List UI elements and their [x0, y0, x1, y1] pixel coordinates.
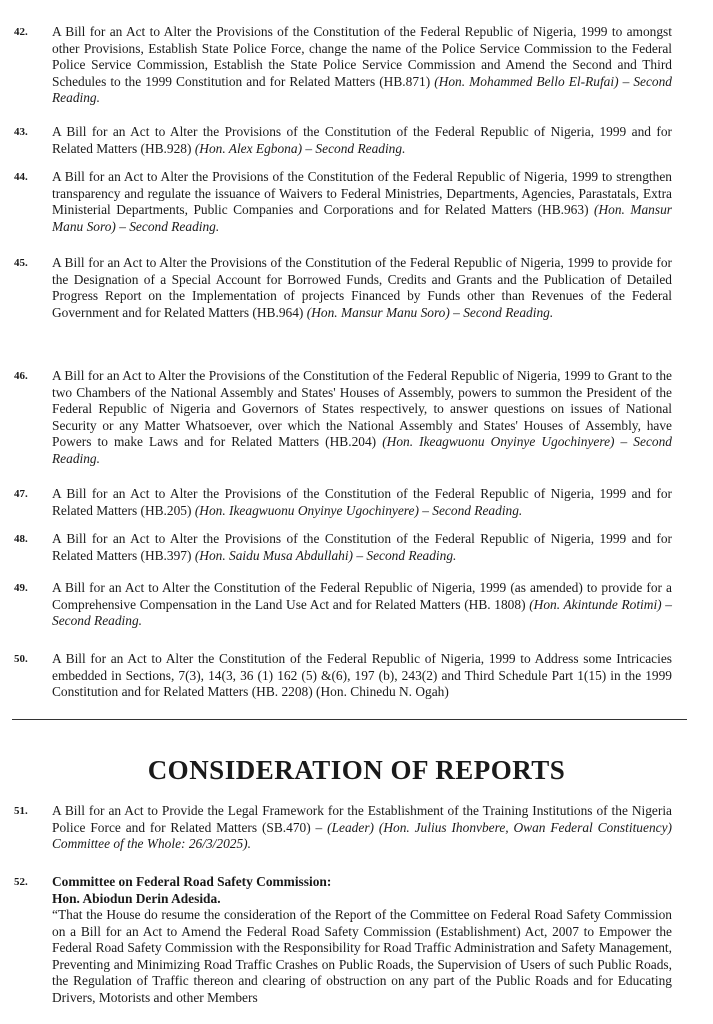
- item-number: 48.: [14, 533, 28, 545]
- bill-sponsor: (Hon. Saidu Musa Abdullahi) – Second Reading.: [194, 547, 457, 563]
- bill-sponsor: (Hon. Ikeagwuonu Onyinye Ugochinyere) – Second Reading.: [52, 434, 672, 466]
- bill-title: A Bill for an Act to Alter the Constitution of the Federal Republic of Nigeria, 1999 to Address some Intricacies embedded in Sections, 7(3), 14(3, 36 (1) 162 (5) &(6), 197 (b), 243(2) and Third Schedule Part 1(15) in the 1999 Constitution and for Related Matters (HB. 2208) (Hon. Chinedu N. Ogah): [52, 651, 672, 699]
- item-text: [52, 874, 672, 1006]
- motion-text: “That the House do resume the consideration of the Report of the Committee on Federal Road Safety Commission on a Bill for an Act to Amend the Federal Road Safety Commission (Establishment) Act, 2007 to Empower the Federal Road Safety Commission with the Responsibility for Road Traffic Administration and Safety Management, Preventing and Minimizing Road Traffic Crashes on Public Roads, the Supervision of Users of such Public Roads, the Regulation of Traffic thereon and clearing of obstruction on any part of the Public Roads and for Educating Drivers, Motorists and other Members: [52, 907, 672, 1005]
- list-item: [14, 169, 674, 235]
- item-number: 49.: [14, 582, 28, 594]
- bill-sponsor: (Leader) (Hon. Julius Ihonvbere, Owan Federal Constituency) Committee of the Whole: 26/3/2025).: [52, 819, 672, 851]
- item-number: 42.: [14, 26, 28, 38]
- bill-sponsor: (Hon. Mohammed Bello El-Rufai) – Second Reading.: [52, 73, 672, 105]
- list-item: [14, 580, 674, 630]
- bill-title: A Bill for an Act to Alter the Provisions of the Constitution of the Federal Republic of Nigeria, 1999 to provide for the Designation of a Special Account for Borrowed Funds, Credits and Grants and the Publication of Detailed Progress Report on the Implementation of projects Financed by Funds other than Revenues of the Federal Government and for Related Matters (HB.964): [52, 255, 672, 320]
- bill-title: A Bill for an Act to Alter the Constitution of the Federal Republic of Nigeria, 1999 (as amended) to provide for a Comprehensive Compensation in the Land Use Act and for Related Matters (HB. 1808): [52, 580, 672, 612]
- list-item: [14, 255, 674, 321]
- item-text: [52, 580, 672, 630]
- list-item: [14, 124, 674, 157]
- list-item: [14, 24, 674, 107]
- list-item: [14, 874, 674, 1006]
- bill-title: A Bill for an Act to Alter the Provisions of the Constitution of the Federal Republic of Nigeria, 1999 and for Related Matters (HB.397): [52, 531, 672, 563]
- item-text: [52, 803, 672, 853]
- item-number: 50.: [14, 653, 28, 665]
- list-item: [14, 368, 674, 467]
- item-number: 44.: [14, 171, 28, 183]
- item-text: [52, 486, 672, 519]
- bill-title: A Bill for an Act to Alter the Provisions of the Constitution of the Federal Republic of Nigeria, 1999 to amongst other Provisions, Establish State Police Force, change the name of the Police Service Commission to the Federal Police Service Commission, Establish the State Police Service Commission and Amend the Second and Third Schedules to the 1999 Constitution and for Related Matters (HB.871): [52, 24, 672, 89]
- item-number: 46.: [14, 370, 28, 382]
- list-item: [14, 486, 674, 519]
- bill-sponsor: (Hon. Ikeagwuonu Onyinye Ugochinyere) – Second Reading.: [194, 502, 523, 518]
- item-number: 45.: [14, 257, 28, 269]
- list-item: [14, 803, 674, 853]
- list-item: [14, 651, 674, 701]
- bill-sponsor: (Hon. Akintunde Rotimi) – Second Reading.: [52, 596, 672, 628]
- list-item: [14, 531, 674, 564]
- committee-chair: Hon. Abiodun Derin Adesida.: [52, 890, 221, 906]
- item-text: [52, 255, 672, 321]
- bill-title: A Bill for an Act to Alter the Provisions of the Constitution of the Federal Republic of Nigeria, 1999 and for Related Matters (HB.928): [52, 124, 672, 156]
- item-text: [52, 368, 672, 467]
- item-text: [52, 24, 672, 107]
- bill-title: A Bill for an Act to Provide the Legal Framework for the Establishment of the Training Institutions of the Nigeria Police Force and for Related Matters (SB.470) –: [52, 803, 672, 835]
- bill-title: A Bill for an Act to Alter the Provisions of the Constitution of the Federal Republic of Nigeria, 1999 to Grant to the two Chambers of the National Assembly and States' Houses of Assembly, powers to summon the President of the Federal Republic of Nigeria and Governors of States respectively, to answer questions on issues of National Security or any Matter Whatsoever, over which the National Assembly and States' Houses of Assembly, have Powers to make Laws and for Related Matters (HB.204): [52, 368, 672, 449]
- bill-sponsor: (Hon. Alex Egbona) – Second Reading.: [194, 140, 406, 156]
- committee-name: Committee on Federal Road Safety Commission:: [52, 874, 332, 889]
- section-heading: CONSIDERATION OF REPORTS: [147, 755, 566, 785]
- bill-sponsor: (Hon. Mansur Manu Soro) – Second Reading.: [306, 304, 554, 320]
- item-text: [52, 124, 672, 157]
- bill-title: A Bill for an Act to Alter the Provisions of the Constitution of the Federal Republic of Nigeria, 1999 and for Related Matters (HB.205): [52, 486, 672, 518]
- bill-sponsor: (Hon. Mansur Manu Soro) – Second Reading.: [52, 202, 672, 234]
- item-text: [52, 651, 672, 701]
- item-text: [52, 169, 672, 235]
- item-text: [52, 531, 672, 564]
- item-number: 47.: [14, 488, 28, 500]
- item-number: 51.: [14, 805, 28, 817]
- section-divider: [12, 719, 687, 720]
- item-number: 43.: [14, 126, 28, 138]
- bill-title: A Bill for an Act to Alter the Provisions of the Constitution of the Federal Republic of Nigeria, 1999 to strengthen transparency and regulate the issuance of Waivers to Federal Ministries, Departments, Agencies, Parastatals, Extra Ministerial Departments, Public Companies and Corporations and for Related Matters (HB.963): [52, 169, 672, 217]
- item-number: 52.: [14, 876, 28, 888]
